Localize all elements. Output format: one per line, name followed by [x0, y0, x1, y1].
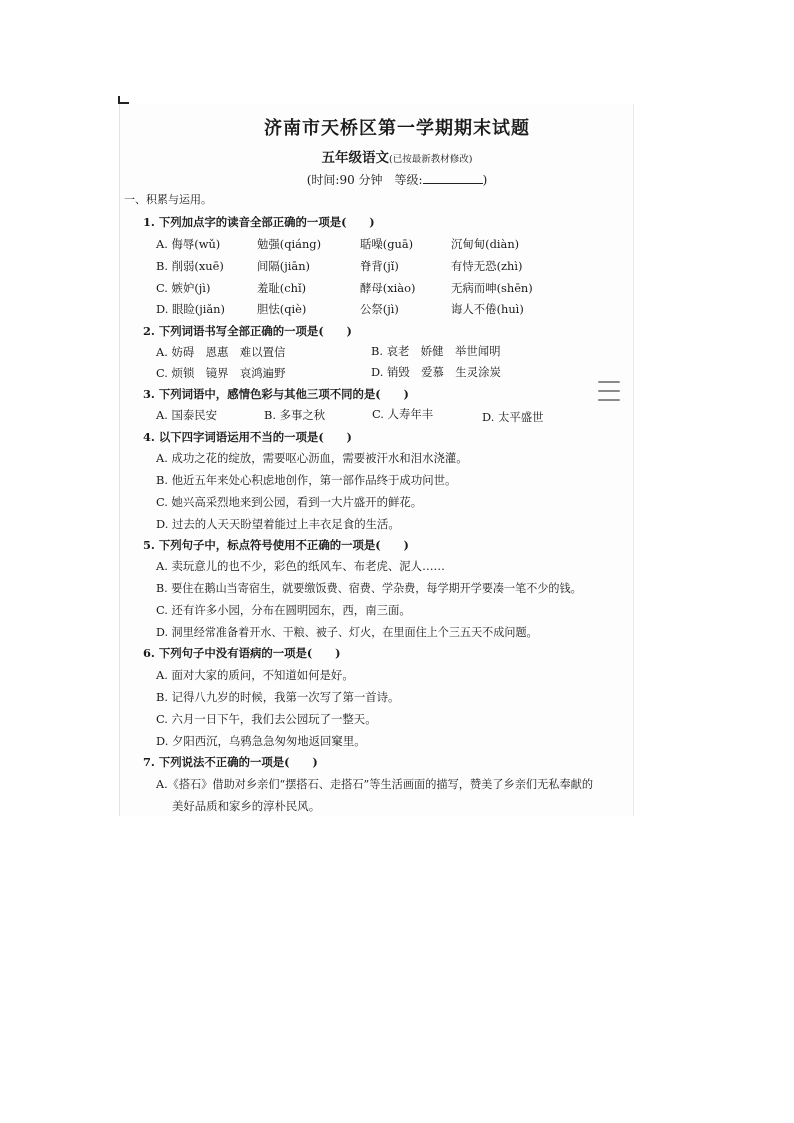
q1-option-c-2: 羞耻(chǐ) — [257, 281, 307, 295]
q1-option-b-2: 间隔(jiān) — [257, 259, 310, 273]
q5-option-c[interactable]: C. 还有许多小园，分布在圆明园东，西，南三面。 — [156, 603, 411, 617]
q4-option-c[interactable]: C. 她兴高采烈地来到公园，看到一大片盛开的鲜花。 — [156, 495, 423, 509]
q5-option-a[interactable]: A. 卖玩意儿的也不少，彩色的纸风车、布老虎、泥人…… — [156, 559, 445, 573]
q1-option-b-1[interactable]: B. 削弱(xuē) — [156, 259, 224, 273]
time-and-grade-line — [0, 171, 794, 188]
q3-option-c[interactable]: C. 人寿年丰 — [372, 407, 434, 421]
q7-option-a-line2: 美好品质和家乡的淳朴民风。 — [172, 799, 321, 813]
q1-option-b-4: 有恃无恐(zhì) — [451, 259, 523, 273]
q4-option-d[interactable]: D. 过去的人天天盼望着能过上丰衣足食的生活。 — [156, 517, 400, 531]
q1-option-a-4: 沉甸甸(diàn) — [451, 237, 520, 251]
exam-title: 济南市天桥区第一学期期末试题 — [264, 118, 530, 139]
hamburger-menu-icon[interactable] — [598, 381, 620, 403]
time-line-end: ) — [482, 173, 488, 187]
q1-option-d-4: 诲人不倦(huì) — [451, 302, 524, 316]
exam-subtitle — [0, 146, 794, 166]
q2-option-b[interactable]: B. 哀老 娇健 举世闻明 — [371, 344, 501, 358]
subtitle-text: 五年级语文 — [321, 150, 390, 166]
q6-option-c[interactable]: C. 六月一日下午，我们去公园玩了一整天。 — [156, 712, 377, 726]
q6-option-a[interactable]: A. 面对大家的质问，不知道如何是好。 — [156, 668, 354, 682]
q4-option-b[interactable]: B. 他近五年来处心积虑地创作，第一部作品终于成功问世。 — [156, 473, 457, 487]
question-1-stem: 1. 下列加点字的读音全部正确的一项是( ) — [143, 215, 375, 229]
q6-option-b[interactable]: B. 记得八九岁的时候，我第一次写了第一首诗。 — [156, 690, 400, 704]
q1-option-a-1[interactable]: A. 侮辱(wǔ) — [156, 237, 221, 251]
q2-option-a[interactable]: A. 妨碍 恩惠 难以置信 — [156, 345, 286, 359]
question-5-stem: 5. 下列句子中，标点符号使用不正确的一项是( ) — [143, 538, 409, 552]
q1-option-a-2: 勉强(qiáng) — [257, 237, 322, 251]
time-line-text: (时间:90 分钟 等级: — [306, 173, 423, 187]
q2-option-d[interactable]: D. 销毁 爱慕 生灵涂炭 — [371, 365, 501, 379]
q3-option-d[interactable]: D. 太平盛世 — [482, 410, 544, 424]
q5-option-d[interactable]: D. 洞里经常准备着开水、干粮、被子、灯火，在里面住上个三五天不成问题。 — [156, 626, 538, 639]
q1-option-b-3: 脊背(jǐ) — [360, 259, 399, 273]
question-2-stem: 2. 下列词语书写全部正确的一项是( ) — [143, 324, 352, 338]
q1-option-c-4: 无病而呻(shēn) — [451, 281, 533, 295]
q2-option-c[interactable]: C. 烦锁 镜界 哀鸿遍野 — [156, 366, 286, 380]
q1-option-d-2: 胆怯(qiè) — [257, 302, 307, 316]
q6-option-d[interactable]: D. 夕阳西沉，乌鸦急急匆匆地返回窠里。 — [156, 734, 366, 748]
question-3-stem: 3. 下列词语中，感情色彩与其他三项不同的是( ) — [143, 387, 409, 401]
q7-option-a-line1[interactable]: A.《搭石》借助对乡亲们“摆搭石、走搭石”等生活画面的描写，赞美了乡亲们无私奉献的 — [156, 778, 594, 791]
section-heading: 一、积累与运用。 — [124, 193, 212, 206]
q1-option-d-3: 公祭(jì) — [360, 302, 399, 316]
q5-option-b[interactable]: B. 要住在鹅山当寄宿生，就要缴饭费、宿费、学杂费，每学期开学要凑一笔不少的钱。 — [156, 582, 582, 595]
q1-option-a-3: 聒噪(guā) — [360, 237, 414, 251]
subtitle-note: (已按最新教材修改) — [389, 154, 473, 165]
question-6-stem: 6. 下列句子中没有语病的一项是( ) — [143, 646, 341, 660]
corner-crop-mark — [118, 96, 129, 104]
q1-option-c-3: 酵母(xiào) — [360, 281, 416, 295]
q3-option-a[interactable]: A. 国泰民安 — [156, 408, 218, 422]
q1-option-c-1[interactable]: C. 嫉妒(jì) — [156, 281, 211, 295]
q4-option-a[interactable]: A. 成功之花的绽放，需要呕心沥血，需要被汗水和泪水浇灌。 — [156, 451, 468, 465]
question-7-stem: 7. 下列说法不正确的一项是( ) — [143, 755, 318, 769]
question-4-stem: 4. 以下四字词语运用不当的一项是( ) — [143, 430, 352, 444]
q3-option-b[interactable]: B. 多事之秋 — [264, 408, 326, 422]
q1-option-d-1[interactable]: D. 眼睑(jiǎn) — [156, 302, 225, 316]
grade-blank[interactable] — [423, 172, 483, 184]
